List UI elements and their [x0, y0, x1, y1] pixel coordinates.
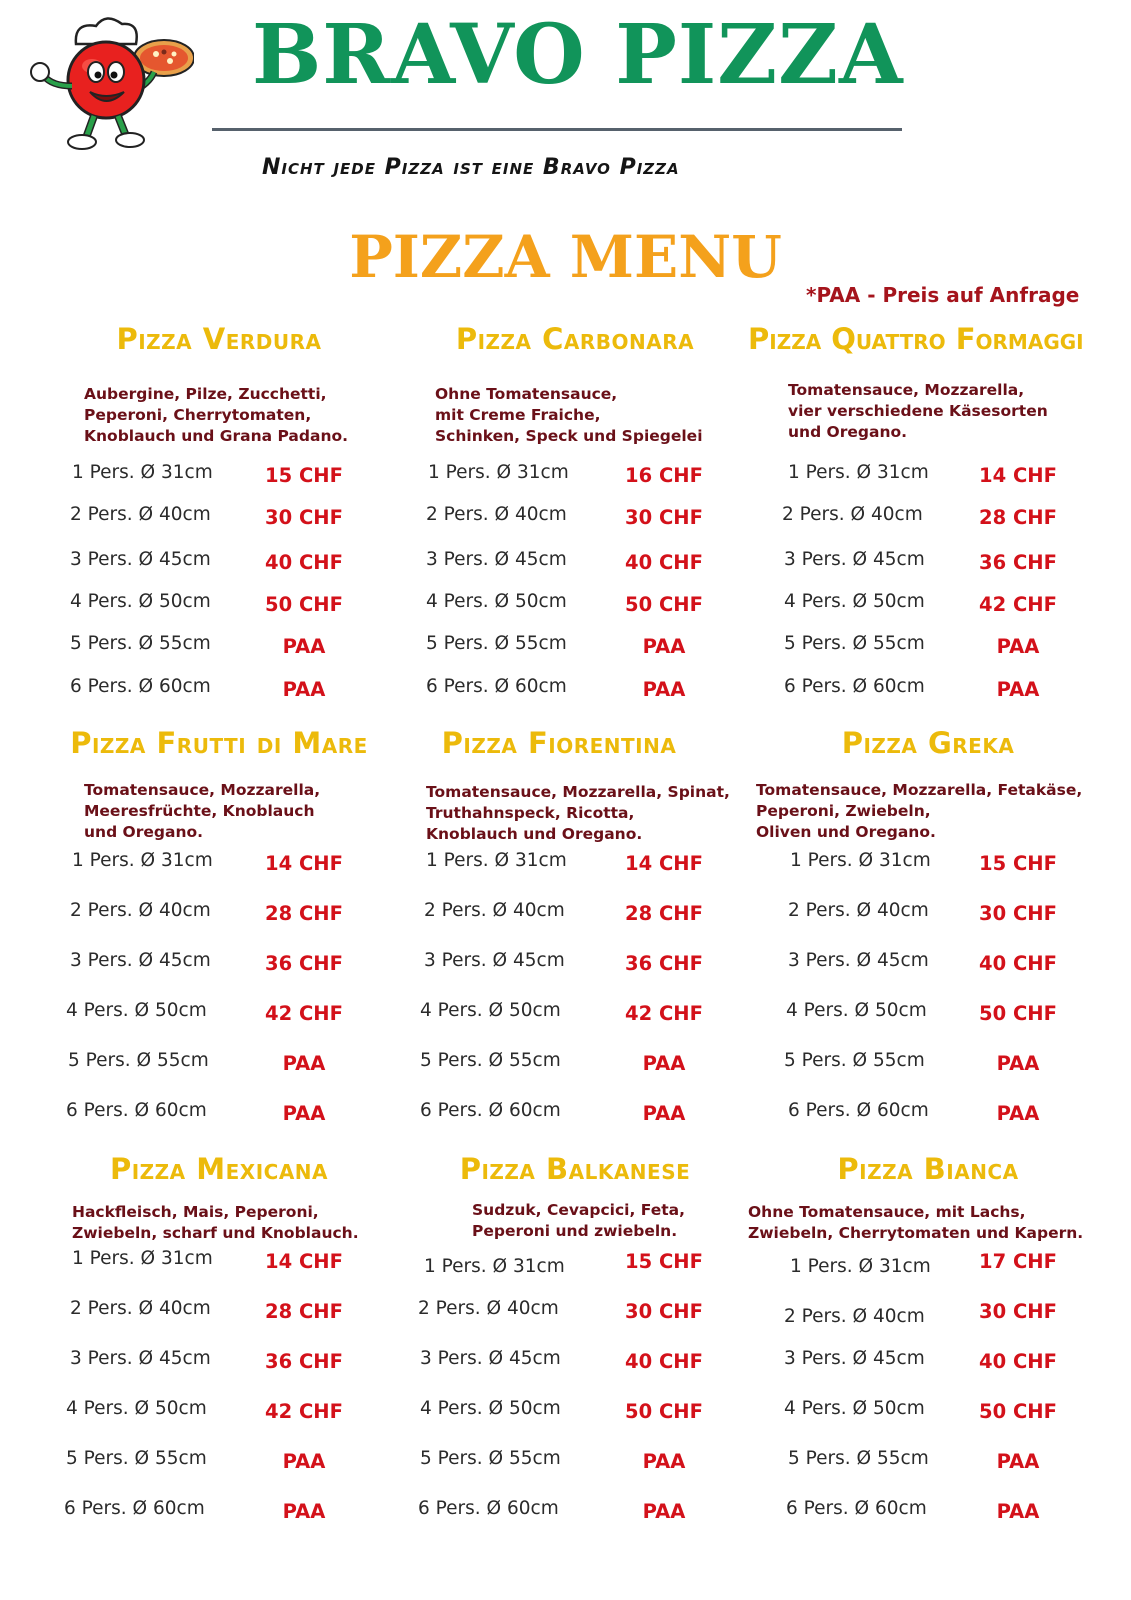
price: PAA: [642, 1052, 686, 1075]
size-row: [34, 950, 404, 980]
size-label: 1 Pers. Ø 31cm: [72, 1248, 213, 1269]
size-row: [34, 1050, 404, 1080]
price: PAA: [282, 635, 326, 658]
size-row: [748, 462, 1118, 492]
price: 14 CHF: [265, 852, 343, 875]
size-row: [390, 1398, 760, 1428]
pizza-section-fiorentina: [374, 726, 744, 1136]
size-row: [748, 591, 1118, 621]
size-label: 6 Pers. Ø 60cm: [784, 676, 925, 697]
size-row: [390, 633, 760, 663]
pizza-title: Pizza Balkanese: [459, 1152, 691, 1186]
size-row: [374, 1100, 744, 1130]
pizza-section-frutti-di-mare: [34, 726, 404, 1136]
price: PAA: [996, 635, 1040, 658]
size-label: 4 Pers. Ø 50cm: [420, 1000, 561, 1021]
size-row: [390, 1498, 760, 1528]
size-label: 3 Pers. Ø 45cm: [70, 1348, 211, 1369]
size-label: 3 Pers. Ø 45cm: [70, 950, 211, 971]
price: 30 CHF: [625, 1300, 703, 1323]
header-divider: [212, 128, 902, 131]
size-row: [34, 462, 404, 492]
size-row: [34, 1498, 404, 1528]
size-row: [34, 900, 404, 930]
size-label: 2 Pers. Ø 40cm: [426, 504, 567, 525]
price: PAA: [996, 1052, 1040, 1075]
price: PAA: [642, 678, 686, 701]
size-label: 3 Pers. Ø 45cm: [784, 1348, 925, 1369]
size-row: [34, 676, 404, 706]
size-label: 4 Pers. Ø 50cm: [66, 1398, 207, 1419]
pizza-section-greka: [748, 726, 1118, 1136]
pizza-title: Pizza Verdura: [116, 322, 322, 356]
size-label: 4 Pers. Ø 50cm: [426, 591, 567, 612]
price: 40 CHF: [625, 551, 703, 574]
price: 50 CHF: [625, 1400, 703, 1423]
size-label: 1 Pers. Ø 31cm: [72, 850, 213, 871]
size-row: [748, 504, 1118, 534]
size-label: 6 Pers. Ø 60cm: [788, 1100, 929, 1121]
size-row: [390, 462, 760, 492]
price: PAA: [996, 678, 1040, 701]
size-row: [390, 549, 760, 579]
size-label: 3 Pers. Ø 45cm: [70, 549, 211, 570]
price: 40 CHF: [265, 551, 343, 574]
price: 50 CHF: [979, 1400, 1057, 1423]
size-label: 4 Pers. Ø 50cm: [70, 591, 211, 612]
size-label: 2 Pers. Ø 40cm: [70, 504, 211, 525]
price: 15 CHF: [625, 1250, 703, 1273]
size-row: [34, 591, 404, 621]
paa-footnote: *PAA - Preis auf Anfrage: [806, 283, 1080, 307]
size-row: [390, 504, 760, 534]
pizza-title: Pizza Bianca: [837, 1152, 1019, 1186]
size-row: [34, 504, 404, 534]
size-label: 4 Pers. Ø 50cm: [66, 1000, 207, 1021]
pizza-description: Sudzuk, Cevapcici, Feta, Peperoni und zwiebeln.: [472, 1201, 686, 1240]
price: 40 CHF: [979, 1350, 1057, 1373]
size-row: [390, 1448, 760, 1478]
price: PAA: [642, 1102, 686, 1125]
size-row: [374, 1050, 744, 1080]
size-label: 5 Pers. Ø 55cm: [420, 1448, 561, 1469]
size-row: [390, 676, 760, 706]
size-row: [748, 850, 1118, 880]
size-row: [374, 850, 744, 880]
size-label: 1 Pers. Ø 31cm: [72, 462, 213, 483]
brand-title: BRAVO PIZZA: [252, 7, 904, 103]
size-row: [34, 1248, 404, 1278]
size-label: 2 Pers. Ø 40cm: [424, 900, 565, 921]
pizza-section-balkanese: [390, 1152, 760, 1572]
size-label: 2 Pers. Ø 40cm: [70, 900, 211, 921]
pizza-section-mexicana: [34, 1152, 404, 1572]
size-row: [748, 1348, 1118, 1378]
size-row: [374, 900, 744, 930]
price: 14 CHF: [265, 1250, 343, 1273]
size-row: [34, 1398, 404, 1428]
size-row: [748, 1250, 1118, 1286]
size-label: 4 Pers. Ø 50cm: [784, 1398, 925, 1419]
size-label: 2 Pers. Ø 40cm: [782, 504, 923, 525]
size-label: 4 Pers. Ø 50cm: [786, 1000, 927, 1021]
price: PAA: [282, 1052, 326, 1075]
size-row: [34, 1000, 404, 1030]
price: 17 CHF: [979, 1250, 1057, 1273]
size-row: [34, 1100, 404, 1130]
size-label: 6 Pers. Ø 60cm: [418, 1498, 559, 1519]
size-label: 1 Pers. Ø 31cm: [788, 462, 929, 483]
pizza-description: Tomatensauce, Mozzarella, Spinat, Truthahnspeck, Ricotta, Knoblauch und Oregano.: [426, 783, 730, 843]
size-label: 6 Pers. Ø 60cm: [786, 1498, 927, 1519]
tomato-chef-mascot-logo: [14, 14, 194, 154]
size-label: 3 Pers. Ø 45cm: [424, 950, 565, 971]
price: 30 CHF: [979, 1300, 1057, 1323]
size-label: 6 Pers. Ø 60cm: [426, 676, 567, 697]
size-label: 1 Pers. Ø 31cm: [426, 850, 567, 871]
size-row: [390, 1348, 760, 1378]
price: 42 CHF: [265, 1002, 343, 1025]
pizza-title: Pizza Quattro Formaggi: [748, 322, 1084, 356]
price: 42 CHF: [265, 1400, 343, 1423]
size-row: [390, 1298, 760, 1328]
size-row: [34, 1298, 404, 1328]
price: PAA: [996, 1500, 1040, 1523]
size-row: [374, 1000, 744, 1030]
size-row: [374, 950, 744, 980]
size-label: 2 Pers. Ø 40cm: [418, 1298, 559, 1319]
pizza-title: Pizza Fiorentina: [441, 726, 677, 760]
slogan: Nicht jede Pizza ist eine Bravo Pizza: [262, 155, 680, 180]
price: PAA: [996, 1102, 1040, 1125]
size-row: [34, 633, 404, 663]
price: PAA: [996, 1450, 1040, 1473]
size-row: [748, 676, 1118, 706]
size-label: 5 Pers. Ø 55cm: [788, 1448, 929, 1469]
price: 40 CHF: [979, 952, 1057, 975]
price: PAA: [642, 1500, 686, 1523]
size-label: 6 Pers. Ø 60cm: [66, 1100, 207, 1121]
size-label: 3 Pers. Ø 45cm: [420, 1348, 561, 1369]
size-label: 2 Pers. Ø 40cm: [784, 1306, 925, 1327]
size-label: 1 Pers. Ø 31cm: [424, 1256, 565, 1277]
size-label: 5 Pers. Ø 55cm: [66, 1448, 207, 1469]
size-row: [748, 1498, 1118, 1528]
price: 15 CHF: [265, 464, 343, 487]
price: 42 CHF: [625, 1002, 703, 1025]
size-label: 5 Pers. Ø 55cm: [68, 1050, 209, 1071]
size-row: [748, 900, 1118, 930]
size-label: 2 Pers. Ø 40cm: [788, 900, 929, 921]
pizza-title: Pizza Frutti di Mare: [70, 726, 368, 760]
size-label: 4 Pers. Ø 50cm: [420, 1398, 561, 1419]
price: 50 CHF: [979, 1002, 1057, 1025]
size-row: [34, 549, 404, 579]
price: 28 CHF: [265, 1300, 343, 1323]
size-row: [748, 1100, 1118, 1130]
price: 15 CHF: [979, 852, 1057, 875]
size-label: 6 Pers. Ø 60cm: [70, 676, 211, 697]
size-row: [748, 1050, 1118, 1080]
pizza-title: Pizza Greka: [841, 726, 1015, 760]
size-row: [390, 1250, 760, 1286]
price: PAA: [642, 1450, 686, 1473]
pizza-section-bianca: [748, 1152, 1118, 1572]
size-label: 1 Pers. Ø 31cm: [790, 1256, 931, 1277]
size-row: [748, 1448, 1118, 1478]
size-row: [34, 1448, 404, 1478]
size-row: [748, 1300, 1118, 1336]
price: 36 CHF: [265, 1350, 343, 1373]
price: 36 CHF: [625, 952, 703, 975]
size-row: [748, 549, 1118, 579]
size-label: 3 Pers. Ø 45cm: [426, 549, 567, 570]
size-row: [748, 1000, 1118, 1030]
size-row: [34, 1348, 404, 1378]
size-label: 4 Pers. Ø 50cm: [784, 591, 925, 612]
price: 28 CHF: [265, 902, 343, 925]
price: 40 CHF: [625, 1350, 703, 1373]
price: 36 CHF: [265, 952, 343, 975]
pizza-description: Tomatensauce, Mozzarella, vier verschiedene Käsesorten und Oregano.: [788, 381, 1048, 441]
size-label: 5 Pers. Ø 55cm: [426, 633, 567, 654]
price: 28 CHF: [625, 902, 703, 925]
price: 30 CHF: [979, 902, 1057, 925]
price: PAA: [282, 1500, 326, 1523]
size-row: [748, 1398, 1118, 1428]
price: 42 CHF: [979, 593, 1057, 616]
price: PAA: [282, 1450, 326, 1473]
size-label: 1 Pers. Ø 31cm: [790, 850, 931, 871]
price: PAA: [282, 678, 326, 701]
price: 28 CHF: [979, 506, 1057, 529]
size-label: 1 Pers. Ø 31cm: [428, 462, 569, 483]
price: 14 CHF: [625, 852, 703, 875]
menu-title: PIZZA MENU: [349, 223, 782, 291]
pizza-section-carbonara: [390, 322, 760, 712]
size-label: 2 Pers. Ø 40cm: [70, 1298, 211, 1319]
pizza-section-quattro-formaggi: [748, 322, 1118, 712]
price: 50 CHF: [625, 593, 703, 616]
size-row: [34, 850, 404, 880]
pizza-description: Tomatensauce, Mozzarella, Meeresfrüchte, Knoblauch und Oregano.: [84, 781, 321, 841]
price: 16 CHF: [625, 464, 703, 487]
size-label: 5 Pers. Ø 55cm: [784, 1050, 925, 1071]
pizza-section-verdura: [34, 322, 404, 712]
price: 50 CHF: [265, 593, 343, 616]
size-label: 5 Pers. Ø 55cm: [784, 633, 925, 654]
pizza-description: Tomatensauce, Mozzarella, Fetakäse, Peperoni, Zwiebeln, Oliven und Oregano.: [756, 781, 1083, 841]
size-row: [748, 633, 1118, 663]
size-label: 5 Pers. Ø 55cm: [70, 633, 211, 654]
pizza-description: Ohne Tomatensauce, mit Creme Fraiche, Schinken, Speck und Spiegelei: [435, 385, 703, 445]
price: PAA: [282, 1102, 326, 1125]
pizza-description: Ohne Tomatensauce, mit Lachs, Zwiebeln, Cherrytomaten und Kapern.: [748, 1203, 1084, 1242]
size-label: 3 Pers. Ø 45cm: [788, 950, 929, 971]
size-label: 6 Pers. Ø 60cm: [64, 1498, 205, 1519]
pizza-title: Pizza Carbonara: [455, 322, 695, 356]
price: PAA: [642, 635, 686, 658]
price: 36 CHF: [979, 551, 1057, 574]
pizza-description: Hackfleisch, Mais, Peperoni, Zwiebeln, scharf und Knoblauch.: [72, 1203, 359, 1242]
price: 30 CHF: [625, 506, 703, 529]
size-label: 3 Pers. Ø 45cm: [784, 549, 925, 570]
size-label: 6 Pers. Ø 60cm: [420, 1100, 561, 1121]
price: 30 CHF: [265, 506, 343, 529]
size-row: [748, 950, 1118, 980]
pizza-description: Aubergine, Pilze, Zucchetti, Peperoni, Cherrytomaten, Knoblauch und Grana Padano.: [84, 385, 349, 445]
price: 14 CHF: [979, 464, 1057, 487]
size-label: 5 Pers. Ø 55cm: [420, 1050, 561, 1071]
size-row: [390, 591, 760, 621]
pizza-title: Pizza Mexicana: [109, 1152, 329, 1186]
